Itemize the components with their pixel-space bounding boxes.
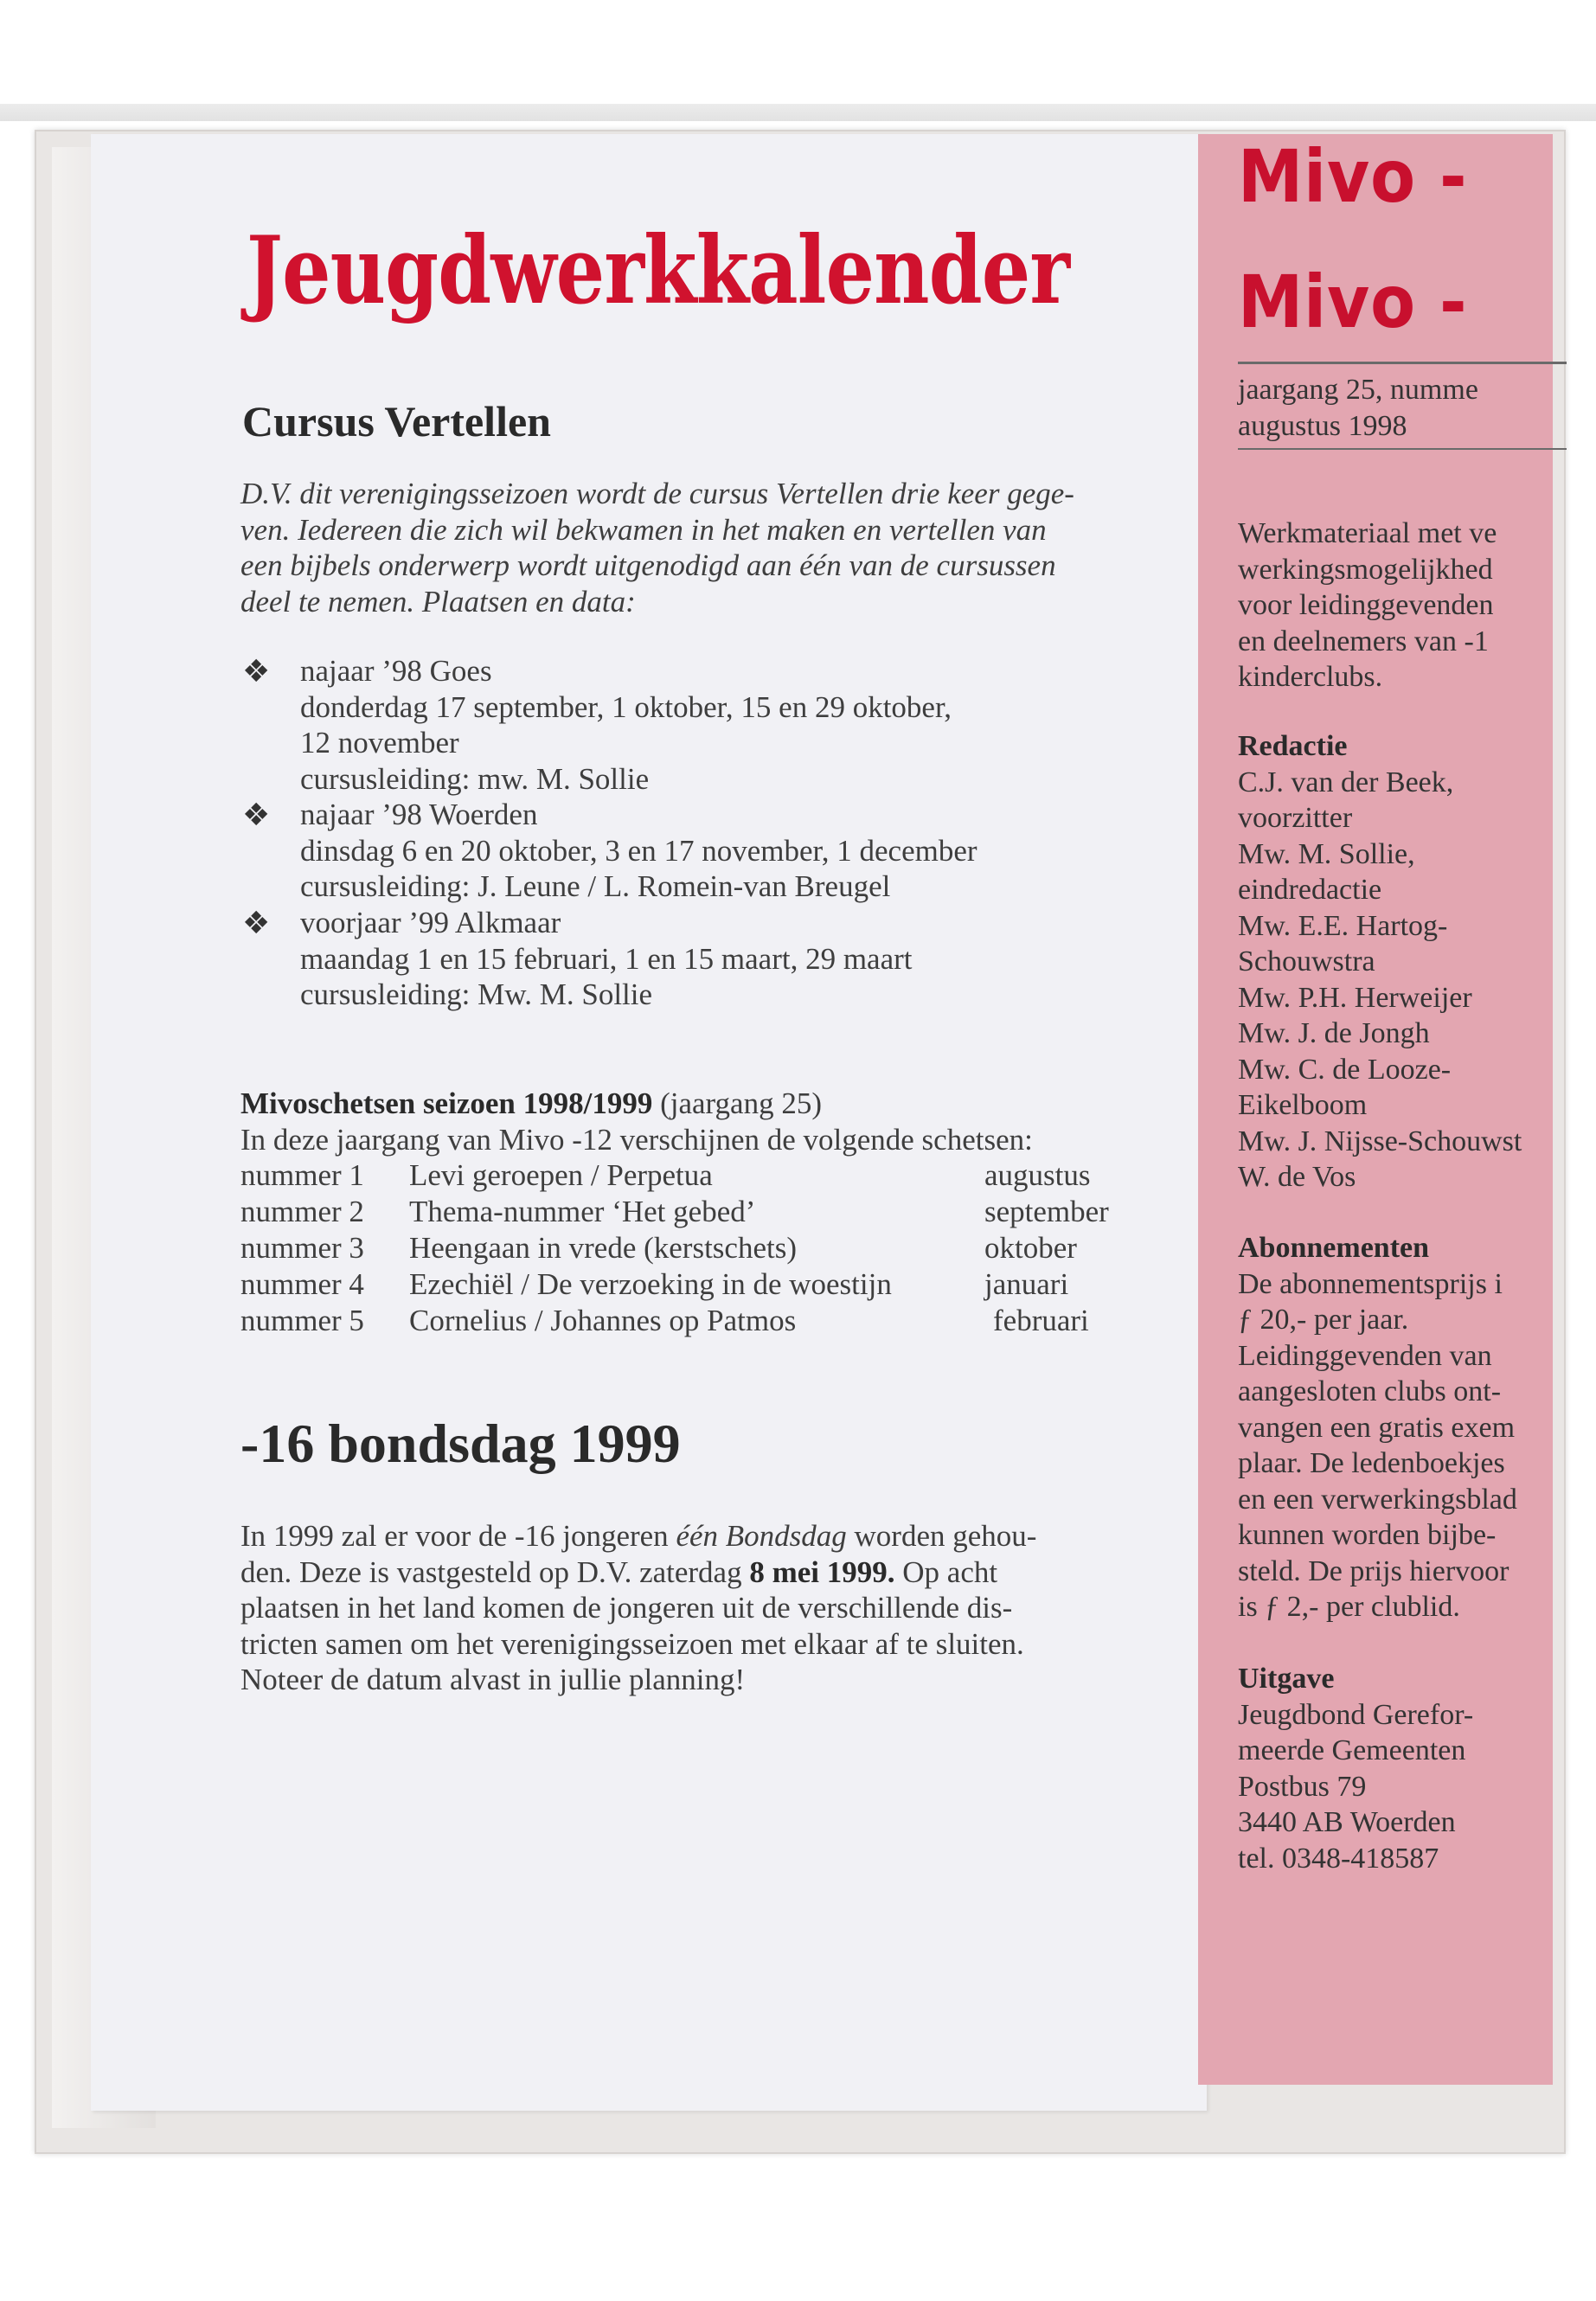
uitgave-line: Jeugdbond Gerefor- xyxy=(1238,1698,1474,1731)
cursus-item xyxy=(300,797,977,905)
description-line: voor leidinggevenden xyxy=(1238,589,1494,621)
uitgave-line: meerde Gemeenten xyxy=(1238,1734,1466,1766)
sidebar-rule-bottom xyxy=(1238,448,1567,450)
description-line: kinderclubs. xyxy=(1238,661,1383,693)
mivo-logo: Mivo - xyxy=(1238,134,1468,219)
abonnementen-line: en een verwerkingsblad xyxy=(1238,1483,1517,1516)
redactie-line: Schouwstra xyxy=(1238,945,1375,977)
bullet-icon: ❖ xyxy=(242,798,271,833)
redactie-line: C.J. van der Beek, xyxy=(1238,766,1454,798)
abonnementen-block xyxy=(1238,1230,1567,1625)
intro-line: D.V. dit verenigingsseizoen wordt de cursus Vertellen drie keer gege- xyxy=(240,477,1074,510)
jaargang-line: augustus 1998 xyxy=(1238,409,1407,442)
uitgave-line: 3440 AB Woerden xyxy=(1238,1806,1456,1838)
text-run: In 1999 zal er voor de -16 jongeren xyxy=(240,1519,676,1553)
intro-line: ven. Iedereen die zich wil bekwamen in het maken en vertellen van xyxy=(240,512,1047,547)
redactie-line: eindredactie xyxy=(1238,874,1382,906)
titel-cell: Heengaan in vrede (kerstschets) xyxy=(409,1231,797,1265)
nummer-cell: nummer 3 xyxy=(240,1231,364,1265)
description-line: en deelnemers van -1 xyxy=(1238,625,1489,657)
jaargang-line: jaargang 25, numme xyxy=(1238,374,1478,406)
abonnementen-line: ƒ 20,- per jaar. xyxy=(1238,1304,1409,1336)
nummer-cell: nummer 4 xyxy=(240,1267,364,1301)
redactie-block xyxy=(1238,728,1567,1195)
page-title: Jeugdwerkkalender xyxy=(247,216,1070,325)
abonnementen-line: is ƒ 2,- per clublid. xyxy=(1238,1591,1460,1623)
nummer-cell: nummer 2 xyxy=(240,1195,364,1228)
redactie-line: Mw. J. de Jongh xyxy=(1238,1017,1430,1049)
cursus-item xyxy=(300,905,913,1013)
bondsdag-line xyxy=(240,1518,1036,1554)
description-line: Werkmateriaal met ve xyxy=(1238,517,1497,549)
redactie-line: Eikelboom xyxy=(1238,1089,1368,1121)
redactie-line: Mw. M. Sollie, xyxy=(1238,837,1415,870)
text-run: worden gehou- xyxy=(846,1519,1037,1553)
bondsdag-heading: -16 bondsdag 1999 xyxy=(240,1413,681,1474)
bondsdag-line: tricten samen om het verenigingsseizoen met elkaar af te sluiten. xyxy=(240,1626,1024,1661)
abonnementen-line: Leidinggevenden van xyxy=(1238,1339,1492,1372)
schetsen-heading-bold: Mivoschetsen seizoen 1998/1999 xyxy=(240,1086,653,1120)
abonnementen-line: De abonnementsprijs i xyxy=(1238,1267,1503,1300)
uitgave-line: tel. 0348-418587 xyxy=(1238,1842,1439,1875)
nummer-cell: nummer 5 xyxy=(240,1304,364,1337)
cursus-item-line: dinsdag 6 en 20 oktober, 3 en 17 november, 1 december xyxy=(300,833,977,868)
maand-cell: september xyxy=(984,1195,1109,1228)
bondsdag-line xyxy=(240,1554,1036,1591)
text-run-bold: 8 mei 1999. xyxy=(749,1554,895,1589)
bullet-icon: ❖ xyxy=(242,906,271,941)
uitgave-heading: Uitgave xyxy=(1238,1663,1335,1695)
titel-cell: Thema-nummer ‘Het gebed’ xyxy=(409,1195,756,1228)
uitgave-line: Postbus 79 xyxy=(1238,1770,1367,1803)
bondsdag-text xyxy=(240,1518,1036,1698)
cursus-item-line: cursusleiding: Mw. M. Sollie xyxy=(300,977,653,1011)
cursus-item xyxy=(300,653,952,797)
cursus-item-title: najaar ’98 Goes xyxy=(300,654,492,688)
intro-line: een bijbels onderwerp wordt uitgenodigd aan één van de cursussen xyxy=(240,548,1056,582)
intro-line: deel te nemen. Plaatsen en data: xyxy=(240,584,636,619)
cursus-item-line: cursusleiding: J. Leune / L. Romein-van Breugel xyxy=(300,869,891,903)
titel-cell: Cornelius / Johannes op Patmos xyxy=(409,1304,797,1337)
abonnementen-line: plaar. De ledenboekjes xyxy=(1238,1447,1505,1479)
titel-cell: Ezechiël / De verzoeking in de woestijn xyxy=(409,1267,892,1301)
table-row xyxy=(240,1195,1149,1231)
cursus-item-title: voorjaar ’99 Alkmaar xyxy=(300,906,561,939)
redactie-line: Mw. J. Nijsse-Schouwst xyxy=(1238,1125,1522,1157)
bullet-icon: ❖ xyxy=(242,654,271,689)
description-line: werkingsmogelijkhed xyxy=(1238,553,1493,586)
text-run: Op acht xyxy=(894,1554,998,1589)
nummer-cell: nummer 1 xyxy=(240,1158,364,1192)
bondsdag-line: plaatsen in het land komen de jongeren uit de verschillende dis- xyxy=(240,1591,1013,1625)
scan-top-band xyxy=(0,104,1596,121)
schetsen-heading-rest: (jaargang 25) xyxy=(652,1086,822,1120)
table-row xyxy=(240,1267,1149,1304)
cursus-intro xyxy=(240,476,1074,619)
maand-cell: augustus xyxy=(984,1158,1091,1192)
redactie-line: voorzitter xyxy=(1238,802,1353,834)
text-run-italic: één Bondsdag xyxy=(676,1519,847,1553)
description-block xyxy=(1238,516,1567,695)
jaargang-block xyxy=(1238,372,1567,444)
mivo-logo-text: Mivo - xyxy=(1238,260,1468,344)
table-row xyxy=(240,1231,1149,1267)
maand-cell: oktober xyxy=(984,1231,1077,1265)
text-run: den. Deze is vastgesteld op D.V. zaterdag xyxy=(240,1554,750,1589)
redactie-line: Mw. E.E. Hartog- xyxy=(1238,909,1448,942)
maand-cell: januari xyxy=(984,1267,1069,1301)
abonnementen-line: steld. De prijs hiervoor xyxy=(1238,1554,1509,1587)
maand-cell: februari xyxy=(993,1304,1089,1337)
uitgave-block xyxy=(1238,1661,1567,1876)
cursus-item-line: 12 november xyxy=(300,726,459,760)
redactie-line: W. de Vos xyxy=(1238,1161,1356,1193)
titel-cell: Levi geroepen / Perpetua xyxy=(409,1158,713,1192)
cursus-item-line: donderdag 17 september, 1 oktober, 15 en 29 oktober, xyxy=(300,689,952,724)
abonnementen-line: kunnen worden bijbe- xyxy=(1238,1519,1497,1551)
table-row xyxy=(240,1158,1149,1195)
abonnementen-heading: Abonnementen xyxy=(1238,1232,1430,1264)
redactie-line: Mw. P.H. Herweijer xyxy=(1238,981,1472,1014)
schetsen-intro: In deze jaargang van Mivo -12 verschijnen de volgende schetsen: xyxy=(240,1123,1033,1157)
table-row xyxy=(240,1304,1149,1340)
cursus-heading: Cursus Vertellen xyxy=(242,397,551,445)
redactie-heading: Redactie xyxy=(1238,730,1348,762)
cursus-item-title: najaar ’98 Woerden xyxy=(300,798,538,831)
cursus-item-line: cursusleiding: mw. M. Sollie xyxy=(300,761,650,796)
bondsdag-line: Noteer de datum alvast in jullie planning! xyxy=(240,1663,746,1696)
cursus-item-line: maandag 1 en 15 februari, 1 en 15 maart, 29 maart xyxy=(300,941,913,976)
redactie-line: Mw. C. de Looze- xyxy=(1238,1053,1452,1086)
abonnementen-line: vangen een gratis exem xyxy=(1238,1411,1516,1444)
schetsen-heading xyxy=(240,1086,822,1122)
sidebar-rule-top xyxy=(1238,362,1567,364)
abonnementen-line: aangesloten clubs ont- xyxy=(1238,1375,1502,1407)
